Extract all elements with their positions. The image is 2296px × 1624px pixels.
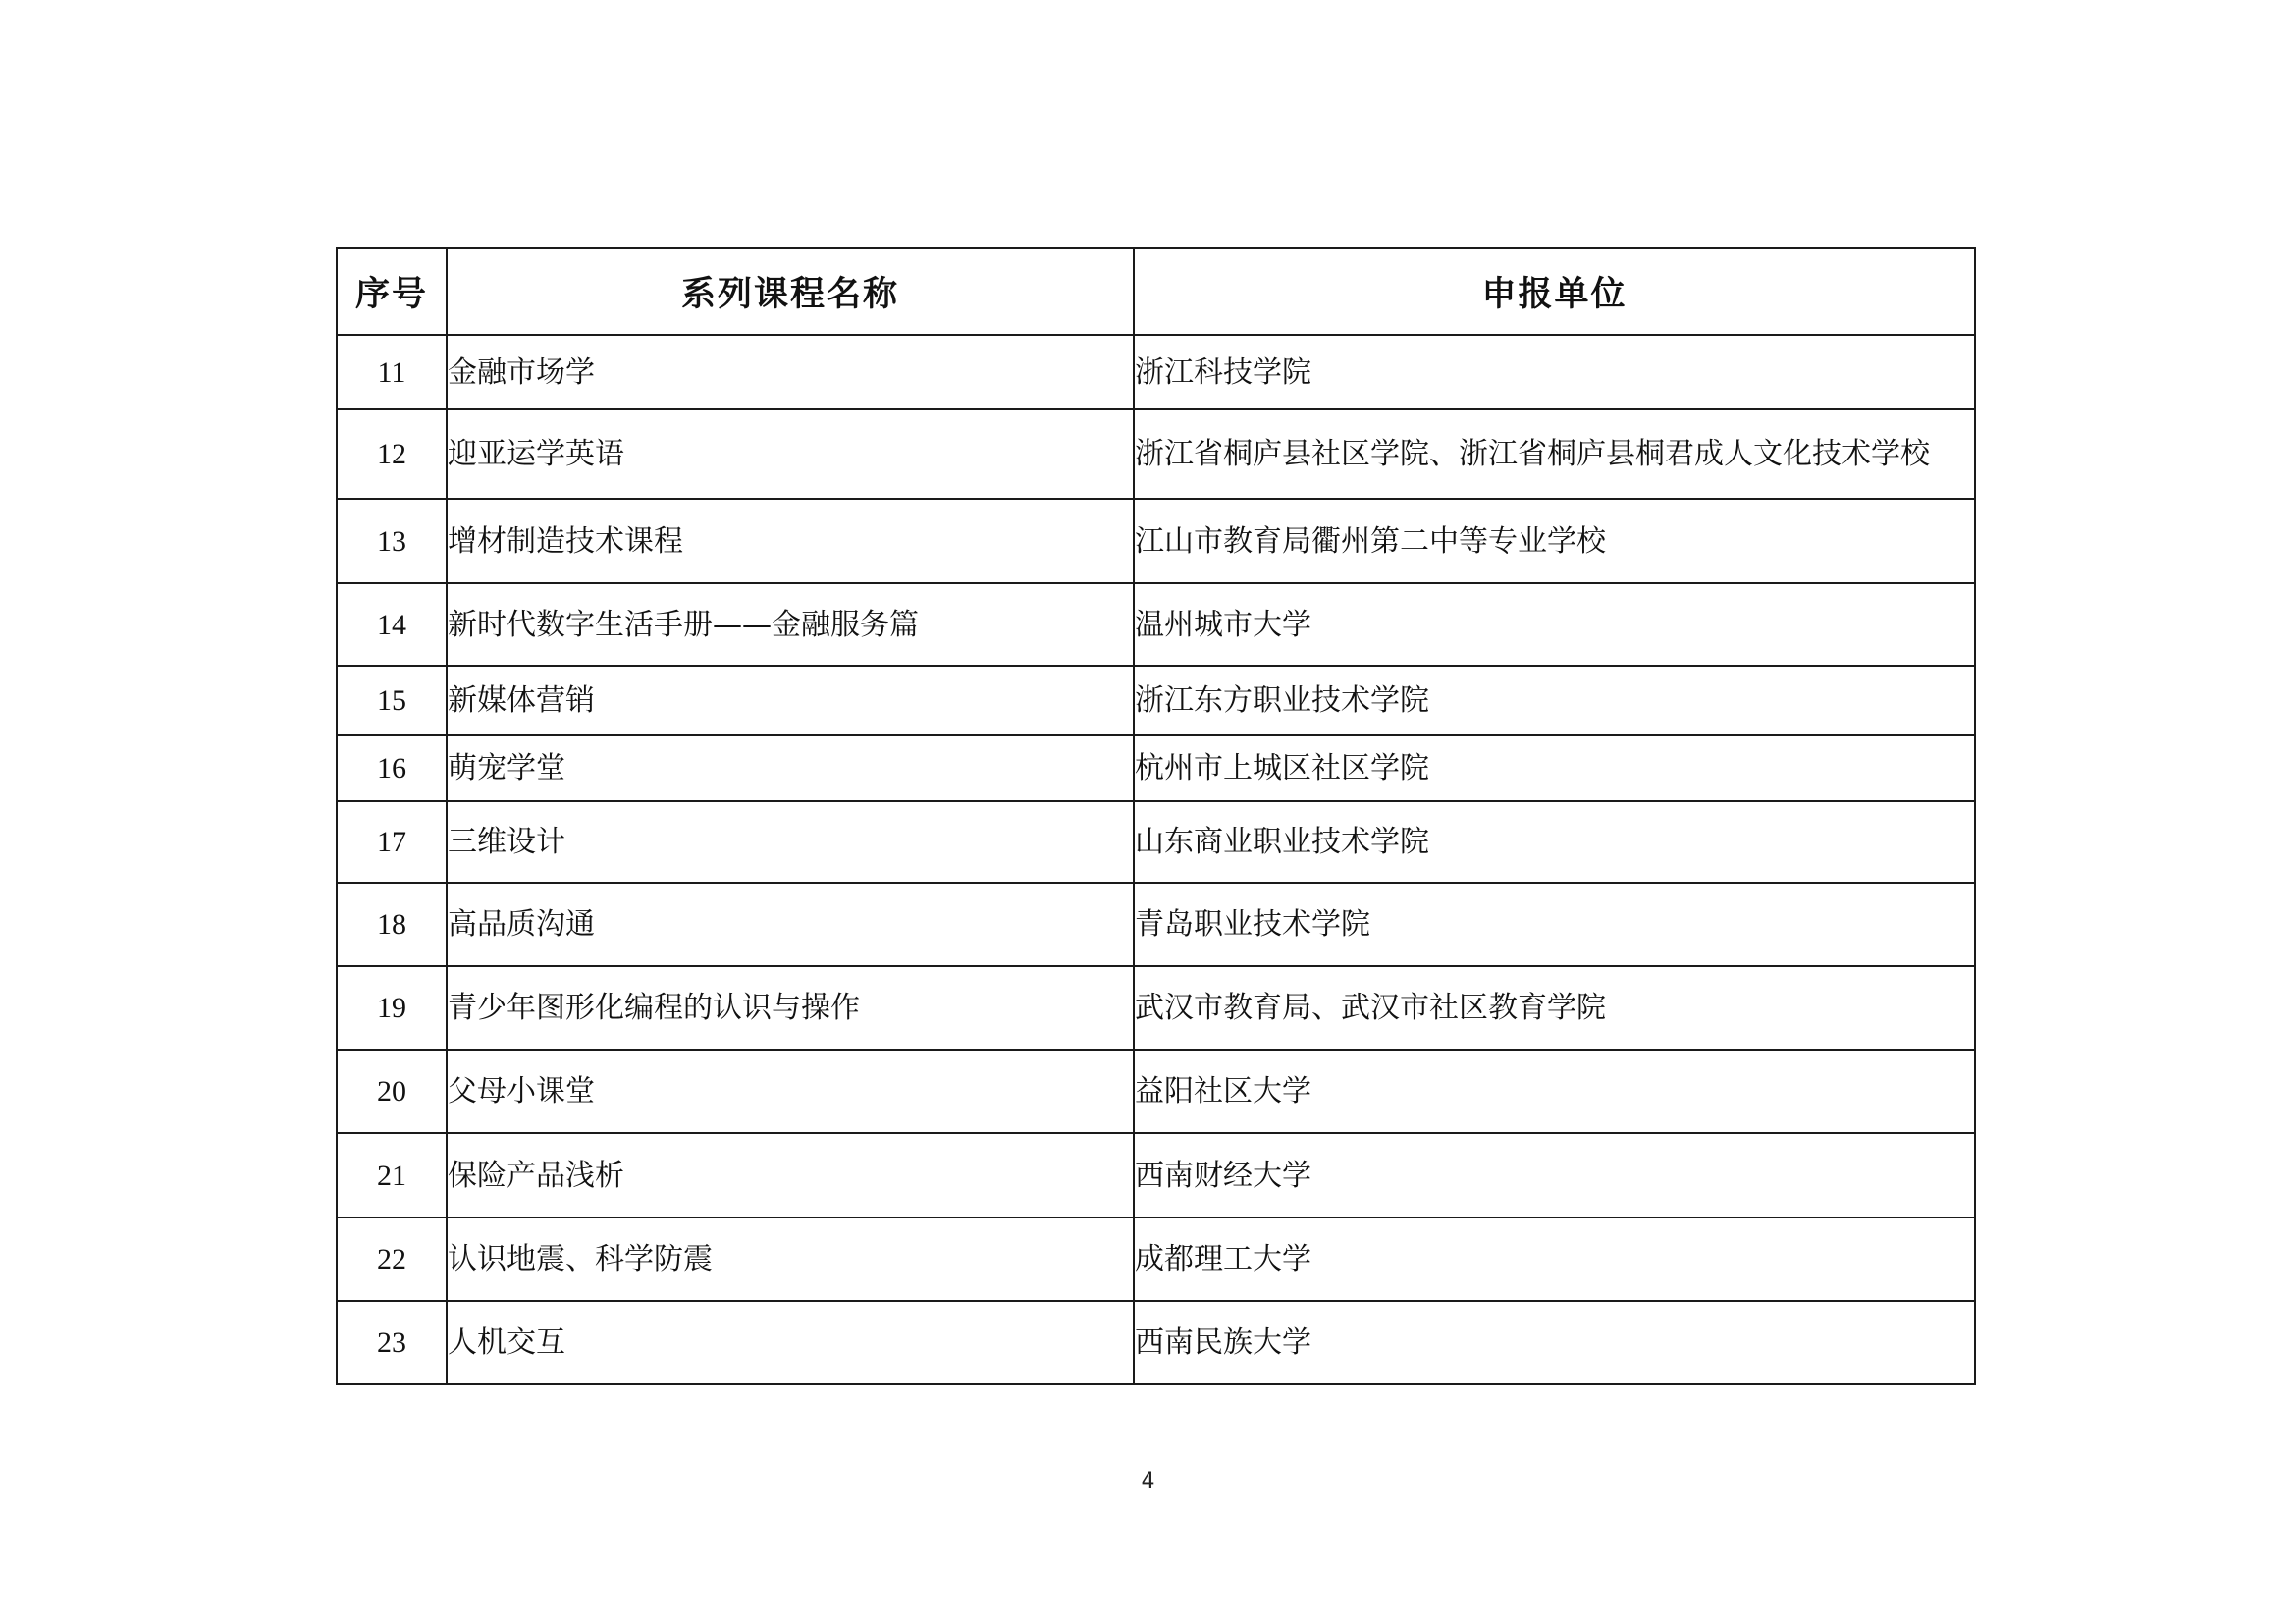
course-name-cell: 父母小课堂 <box>447 1050 1134 1133</box>
serial-number-cell: 15 <box>337 666 447 735</box>
course-name-cell: 新时代数字生活手册——金融服务篇 <box>447 583 1134 666</box>
serial-number-cell: 20 <box>337 1050 447 1133</box>
serial-number-cell: 19 <box>337 966 447 1050</box>
applicant-unit-cell: 西南民族大学 <box>1134 1301 1975 1384</box>
course-name-cell: 增材制造技术课程 <box>447 499 1134 583</box>
table-row <box>337 409 1975 499</box>
serial-number-cell: 12 <box>337 409 447 499</box>
applicant-unit-cell: 益阳社区大学 <box>1134 1050 1975 1133</box>
serial-number-cell: 16 <box>337 735 447 801</box>
page-number: 4 <box>1141 1469 1155 1493</box>
course-name-cell: 金融市场学 <box>447 335 1134 409</box>
applicant-unit-cell: 浙江科技学院 <box>1134 335 1975 409</box>
serial-number-cell: 14 <box>337 583 447 666</box>
applicant-unit-cell: 温州城市大学 <box>1134 583 1975 666</box>
table-row <box>337 801 1975 883</box>
table-row <box>337 335 1975 409</box>
applicant-unit-cell: 西南财经大学 <box>1134 1133 1975 1218</box>
applicant-unit-cell: 杭州市上城区社区学院 <box>1134 735 1975 801</box>
serial-number-cell: 11 <box>337 335 447 409</box>
header-course-name: 系列课程名称 <box>447 248 1134 335</box>
applicant-unit-cell: 武汉市教育局、武汉市社区教育学院 <box>1134 966 1975 1050</box>
applicant-unit-cell: 山东商业职业技术学院 <box>1134 801 1975 883</box>
course-name-cell: 认识地震、科学防震 <box>447 1218 1134 1301</box>
table-row <box>337 1301 1975 1384</box>
course-name-cell: 萌宠学堂 <box>447 735 1134 801</box>
table-row <box>337 1218 1975 1301</box>
table-row <box>337 499 1975 583</box>
course-name-cell: 高品质沟通 <box>447 883 1134 966</box>
applicant-unit-cell: 成都理工大学 <box>1134 1218 1975 1301</box>
serial-number-cell: 13 <box>337 499 447 583</box>
table-row <box>337 1050 1975 1133</box>
course-name-cell: 新媒体营销 <box>447 666 1134 735</box>
course-name-cell: 保险产品浅析 <box>447 1133 1134 1218</box>
table-row <box>337 583 1975 666</box>
applicant-unit-cell: 浙江东方职业技术学院 <box>1134 666 1975 735</box>
course-name-cell: 迎亚运学英语 <box>447 409 1134 499</box>
serial-number-cell: 18 <box>337 883 447 966</box>
applicant-unit-cell: 浙江省桐庐县社区学院、浙江省桐庐县桐君成人文化技术学校 <box>1134 409 1975 499</box>
table-row <box>337 735 1975 801</box>
applicant-unit-cell: 江山市教育局衢州第二中等专业学校 <box>1134 499 1975 583</box>
serial-number-cell: 22 <box>337 1218 447 1301</box>
course-table <box>336 247 1976 1385</box>
serial-number-cell: 23 <box>337 1301 447 1384</box>
serial-number-cell: 21 <box>337 1133 447 1218</box>
serial-number-cell: 17 <box>337 801 447 883</box>
applicant-unit-cell: 青岛职业技术学院 <box>1134 883 1975 966</box>
header-applicant-unit: 申报单位 <box>1134 248 1975 335</box>
table-row <box>337 1133 1975 1218</box>
table-row <box>337 883 1975 966</box>
course-name-cell: 三维设计 <box>447 801 1134 883</box>
course-name-cell: 人机交互 <box>447 1301 1134 1384</box>
table-row <box>337 966 1975 1050</box>
header-serial-number: 序号 <box>337 248 447 335</box>
table-header-row <box>337 248 1975 335</box>
table-row <box>337 666 1975 735</box>
course-name-cell: 青少年图形化编程的认识与操作 <box>447 966 1134 1050</box>
